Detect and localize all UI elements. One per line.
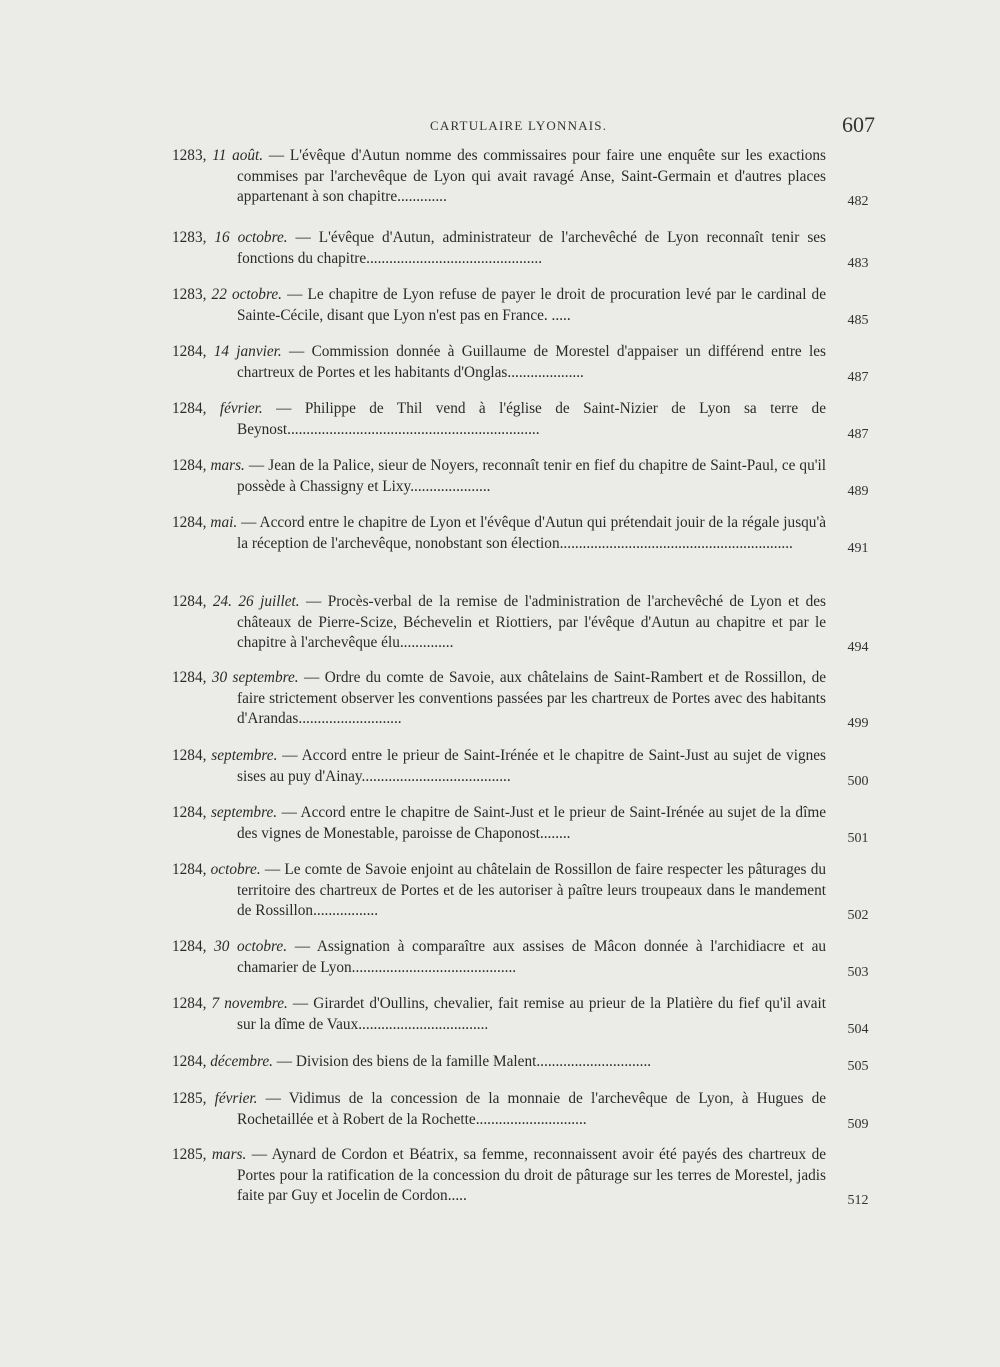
entry-text xyxy=(172,668,826,730)
entry-reference: 491 xyxy=(847,540,869,556)
entry-summary: — Division des biens de la famille Malent.............................. xyxy=(272,1053,652,1070)
entry-date: décembre. xyxy=(210,1053,273,1070)
entry-year: 1284, xyxy=(172,995,207,1012)
entry-summary: — Girardet d'Oullins, chevalier, fait remise au prieur de la Platière du fief qu'il avait sur la dîme de Vaux.................................. xyxy=(237,995,827,1033)
entry-text xyxy=(172,456,826,497)
entry-date: mars. xyxy=(210,457,245,474)
running-title: CARTULAIRE LYONNAIS. xyxy=(430,118,608,133)
entry-year: 1284, xyxy=(172,400,207,417)
entry-date: 14 janvier. xyxy=(213,343,282,360)
entry-text xyxy=(172,860,826,922)
entry-year: 1283, xyxy=(172,147,207,164)
list-item xyxy=(172,228,878,269)
entry-year: 1283, xyxy=(172,286,207,303)
entry-summary: — Accord entre le prieur de Saint-Irénée et le chapitre de Saint-Just au sujet de vignes sises au puy d'Ainay....................................... xyxy=(237,747,826,785)
entry-summary: — Vidimus de la concession de la monnaie de l'archevêque de Lyon, à Hugues de Rochetaillée et à Robert de la Rochette............................. xyxy=(237,1090,827,1128)
entry-text xyxy=(172,1089,826,1130)
entry-summary: — Commission donnée à Guillaume de Morestel d'appaiser un différend entre les chartreux de Portes et les habitants d'Onglas.................... xyxy=(237,343,826,381)
entry-date: février. xyxy=(214,1090,258,1107)
list-item xyxy=(172,803,878,844)
entry-date: mars. xyxy=(211,1146,247,1163)
list-item xyxy=(172,937,878,978)
list-item xyxy=(172,1089,878,1130)
list-item xyxy=(172,1145,878,1207)
entry-reference: 509 xyxy=(847,1116,869,1132)
entry-date: septembre. xyxy=(211,747,278,764)
entry-text xyxy=(172,803,826,844)
list-item xyxy=(172,285,878,326)
list-item xyxy=(172,399,878,440)
entry-reference: 482 xyxy=(847,194,869,209)
entry-reference: 505 xyxy=(847,1059,869,1074)
list-item xyxy=(172,746,878,787)
entry-summary: — Ordre du comte de Savoie, aux châtelains de Saint-Rambert et de Rossillon, de faire strictement observer les conventions passées par les chartreux de Portes avec des habitants d'Arandas........................... xyxy=(237,669,827,727)
entry-text xyxy=(172,1052,826,1073)
entry-year: 1284, xyxy=(172,1053,207,1070)
entry-reference: 512 xyxy=(847,1193,869,1208)
entry-date: 30 septembre. xyxy=(211,669,299,686)
running-head xyxy=(0,112,1000,140)
entry-year: 1284, xyxy=(172,343,207,360)
entry-reference: 487 xyxy=(847,369,869,385)
entry-reference: 504 xyxy=(847,1021,869,1037)
entry-text xyxy=(172,746,826,787)
entry-reference: 500 xyxy=(847,773,869,789)
entry-text xyxy=(172,399,826,440)
entry-text xyxy=(172,146,826,208)
entry-summary: — Assignation à comparaître aux assises de Mâcon donnée à l'archidiacre et au chamarier de Lyon........................................... xyxy=(237,938,827,976)
entry-year: 1284, xyxy=(172,804,207,821)
entry-year: 1285, xyxy=(172,1146,207,1163)
entry-text xyxy=(172,228,826,269)
entry-date: septembre. xyxy=(210,804,278,821)
list-item xyxy=(172,860,878,922)
entry-reference: 487 xyxy=(847,426,869,442)
entry-year: 1284, xyxy=(172,938,207,955)
entry-reference: 489 xyxy=(847,483,869,499)
entry-text xyxy=(172,592,826,654)
entry-summary: — Accord entre le chapitre de Lyon et l'évêque d'Autun qui prétendait jouir de la régale jusqu'à la réception de l'archevêque, nonobstant son élection............................................................. xyxy=(237,514,826,552)
entry-text xyxy=(172,285,826,326)
entry-year: 1284, xyxy=(172,669,207,686)
entry-summary: — L'évêque d'Autun, administrateur de l'archevêché de Lyon reconnaît tenir ses fonctions du chapitre.............................................. xyxy=(237,229,827,267)
entry-reference: 494 xyxy=(847,640,869,655)
entry-summary: — L'évêque d'Autun nomme des commissaires pour faire une enquête sur les exactions commises par l'archevêque de Lyon qui avait ravagé Anse, Saint-Germain et d'autres places appartenant à son chapitre............. xyxy=(237,147,826,205)
list-item xyxy=(172,342,878,383)
entry-text xyxy=(172,1145,826,1207)
entry-date: octobre. xyxy=(210,861,261,878)
entry-summary: — Accord entre le chapitre de Saint-Just et le prieur de Saint-Irénée au sujet de la dîme des vignes de Monestable, paroisse de Chaponost........ xyxy=(237,804,827,842)
entry-year: 1284, xyxy=(172,747,207,764)
entry-date: février. xyxy=(219,400,263,417)
entry-summary: — Procès-verbal de la remise de l'administration de l'archevêché de Lyon et des châteaux de Pierre-Scize, Béchevelin et Riottiers, par l'évêque d'Autun au chapitre et par le chapitre à l'archevêque élu.............. xyxy=(237,593,826,651)
entry-year: 1284, xyxy=(172,593,207,610)
entry-year: 1284, xyxy=(172,861,207,878)
entry-reference: 499 xyxy=(847,716,869,731)
entry-reference: 502 xyxy=(847,908,869,923)
entry-date: mai. xyxy=(210,514,238,531)
entry-reference: 503 xyxy=(847,964,869,980)
entry-date: 24. 26 juillet. xyxy=(212,593,300,610)
entry-reference: 501 xyxy=(847,830,869,846)
entry-date: 16 octobre. xyxy=(214,229,288,246)
list-item xyxy=(172,994,878,1035)
list-item xyxy=(172,668,878,730)
entry-year: 1285, xyxy=(172,1090,207,1107)
entry-reference: 483 xyxy=(847,255,869,271)
entry-text xyxy=(172,994,826,1035)
list-item xyxy=(172,592,878,654)
list-item xyxy=(172,513,878,554)
entry-reference: 485 xyxy=(847,312,869,328)
entry-year: 1284, xyxy=(172,457,207,474)
entry-date: 7 novembre. xyxy=(211,995,288,1012)
entry-text xyxy=(172,513,826,554)
list-item xyxy=(172,1052,878,1073)
entry-summary: — Le chapitre de Lyon refuse de payer le droit de procuration levé par le cardinal de Sainte-Cécile, disant que Lyon n'est pas en France. ..... xyxy=(237,286,826,324)
list-item xyxy=(172,456,878,497)
page-number: 607 xyxy=(842,112,875,137)
entry-year: 1284, xyxy=(172,514,207,531)
entry-date: 11 août. xyxy=(212,147,264,164)
entry-summary: — Aynard de Cordon et Béatrix, sa femme, reconnaissent avoir été payés des chartreux de Portes pour la ratification de la concession du droit de pâturage sur les terres de Morestel, jadis faite par Guy et Jocelin de Cordon..... xyxy=(237,1146,827,1204)
entry-summary: — Philippe de Thil vend à l'église de Saint-Nizier de Lyon sa terre de Beynost.................................................................. xyxy=(237,400,826,438)
entry-date: 22 octobre. xyxy=(211,286,282,303)
entry-summary: — Le comte de Savoie enjoint au châtelain de Rossillon de faire respecter les pâturages du territoire des chartreux de Portes et de les autoriser à paître leurs troupeaux dans le mandement de Rossillon................. xyxy=(237,861,826,919)
entry-text xyxy=(172,937,826,978)
entry-text xyxy=(172,342,826,383)
entry-date: 30 octobre. xyxy=(214,938,288,955)
entry-summary: — Jean de la Palice, sieur de Noyers, reconnaît tenir en fief du chapitre de Saint-Paul, ce qu'il possède à Chassigny et Lixy..................... xyxy=(237,457,826,495)
entry-year: 1283, xyxy=(172,229,207,246)
list-item xyxy=(172,146,878,208)
